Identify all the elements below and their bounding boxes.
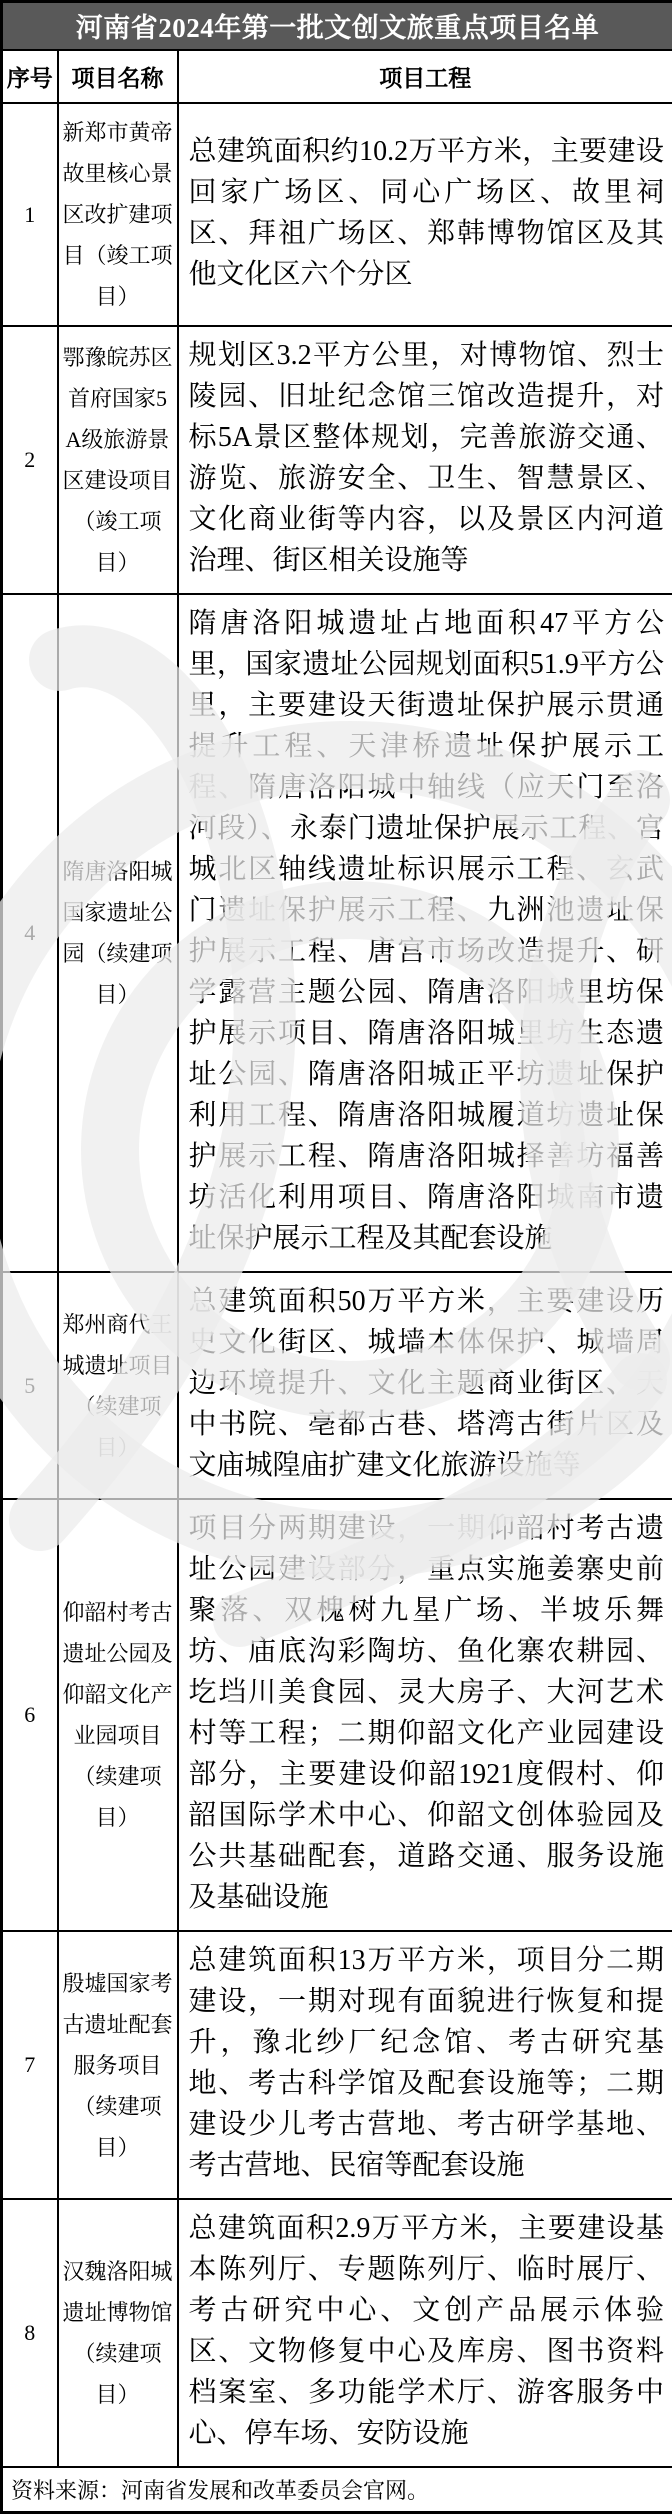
project-name: 汉魏洛阳城遗址博物馆（续建项目）: [58, 2199, 178, 2467]
project-works: 总建筑面积2.9万平方米，主要建设基本陈列厅、专题陈列厅、临时展厅、考古研究中心、文创产品展示体验区、文物修复中心及库房、图书资料档案室、多功能学术厅、游客服务中心、停车场、安防设施: [178, 2199, 672, 2467]
row-number: 6: [2, 1499, 58, 1931]
project-name: 鄂豫皖苏区首府国家5A级旅游景区建设项目（竣工项目）: [58, 326, 178, 594]
project-works: 总建筑面积50万平方米，主要建设历史文化街区、城墙本体保护、城墙周边环境提升、文化主题商业街区、天中书院、亳都古巷、塔湾古街片区及文庙城隍庙扩建文化旅游设施等: [178, 1272, 672, 1499]
col-header-no: 序号: [2, 50, 58, 103]
row-number: 1: [2, 103, 58, 326]
page-title: 河南省2024年第一批文创文旅重点项目名单: [2, 2, 672, 51]
project-name: 郑州商代王城遗址项目（续建项目）: [58, 1272, 178, 1499]
row-number: 4: [2, 594, 58, 1272]
table-row: [2, 326, 672, 594]
project-works: 总建筑面积13万平方米，项目分二期建设，一期对现有面貌进行恢复和提升，豫北纱厂纪念馆、考古研究基地、考古科学馆及配套设施等；二期建设少儿考古营地、考古研学基地、考古营地、民宿等配套设施: [178, 1931, 672, 2199]
table-row: [2, 2199, 672, 2467]
column-header-row: [2, 50, 672, 103]
col-header-name: 项目名称: [58, 50, 178, 103]
project-works: 项目分两期建设，一期仰韶村考古遗址公园建设部分，重点实施姜寨史前聚落、双槐树九星广场、半坡乐舞坊、庙底沟彩陶坊、鱼化寨农耕园、圪垱川美食园、灵大房子、大河艺术村等工程；二期仰韶文化产业园建设部分，主要建设仰韶1921度假村、仰韶国际学术中心、仰韶文创体验园及公共基础配套，道路交通、服务设施及基础设施: [178, 1499, 672, 1931]
project-works: 规划区3.2平方公里，对博物馆、烈士陵园、旧址纪念馆三馆改造提升，对标5A景区整体规划，完善旅游交通、游览、旅游安全、卫生、智慧景区、文化商业街等内容，以及景区内河道治理、街区相关设施等: [178, 326, 672, 594]
project-name: 殷墟国家考古遗址配套服务项目（续建项目）: [58, 1931, 178, 2199]
row-number: 2: [2, 326, 58, 594]
row-number: 7: [2, 1931, 58, 2199]
table-row: [2, 594, 672, 1272]
title-row: [2, 2, 672, 51]
project-works: 总建筑面积约10.2万平方米，主要建设回家广场区、同心广场区、故里祠区、拜祖广场区、郑韩博物馆区及其他文化区六个分区: [178, 103, 672, 326]
col-header-works: 项目工程: [178, 50, 672, 103]
project-name: 隋唐洛阳城国家遗址公园（续建项目）: [58, 594, 178, 1272]
table-row: [2, 1931, 672, 2199]
source-note: 资料来源：河南省发展和改革委员会官网。: [2, 2467, 672, 2513]
row-number: 8: [2, 2199, 58, 2467]
row-number: 5: [2, 1272, 58, 1499]
source-row: [2, 2467, 672, 2513]
table-row: [2, 1499, 672, 1931]
table-row: [2, 1272, 672, 1499]
project-name: 仰韶村考古遗址公园及仰韶文化产业园项目（续建项目）: [58, 1499, 178, 1931]
project-name: 新郑市黄帝故里核心景区改扩建项目（竣工项目）: [58, 103, 178, 326]
project-works: 隋唐洛阳城遗址占地面积47平方公里，国家遗址公园规划面积51.9平方公里，主要建设天街遗址保护展示贯通提升工程、天津桥遗址保护展示工程、隋唐洛阳城中轴线（应天门至洛河段）、永泰门遗址保护展示工程、宫城北区轴线遗址标识展示工程、玄武门遗址保护展示工程、九洲池遗址保护展示工程、唐宫市场改造提升、研学露营主题公园、隋唐洛阳城里坊保护展示项目、隋唐洛阳城里坊生态遗址公园、隋唐洛阳城正平坊遗址保护利用工程、隋唐洛阳城履道坊遗址保护展示工程、隋唐洛阳城择善坊福善坊活化利用项目、隋唐洛阳城南市遗址保护展示工程及其配套设施: [178, 594, 672, 1272]
table-row: [2, 103, 672, 326]
